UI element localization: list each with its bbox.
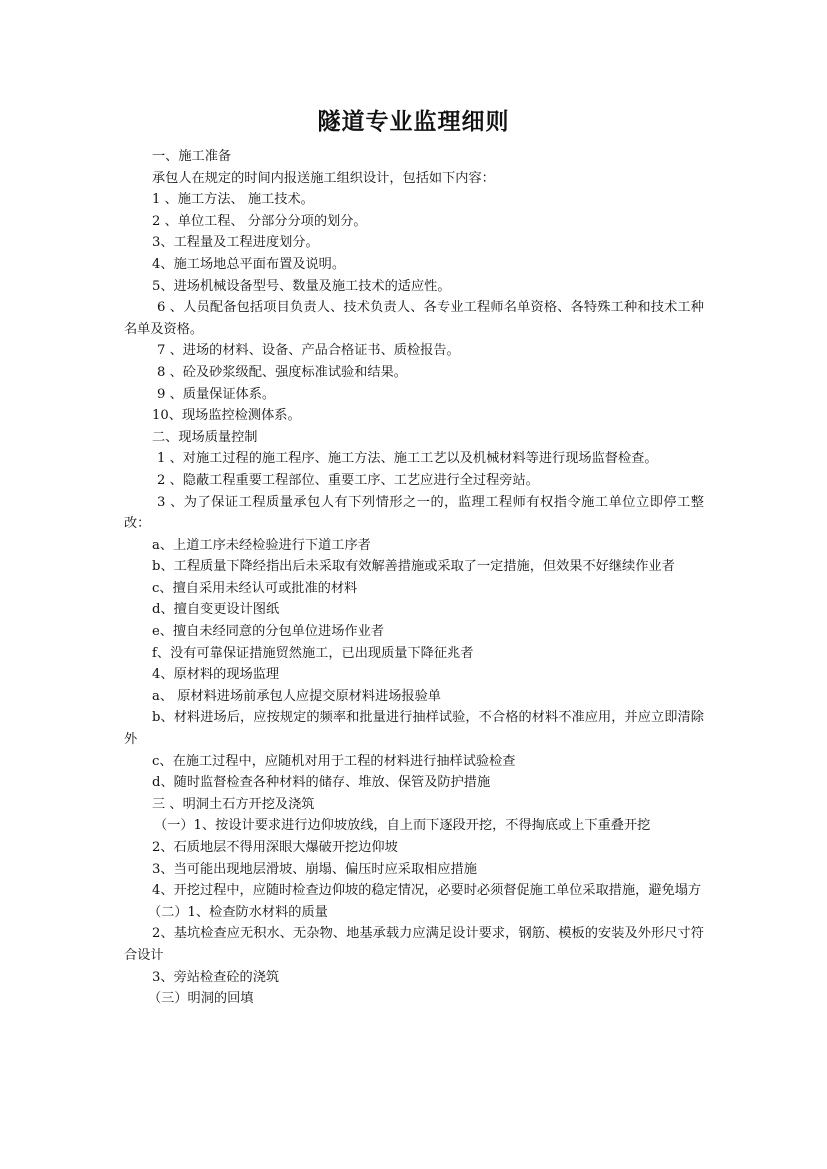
list-item: （三）明洞的回填 [148, 991, 254, 1007]
section-heading: 三 、明洞土石方开挖及浇筑 [152, 796, 315, 812]
paragraph: 承包人在规定的时间内报送施工组织设计，包括如下内容： [152, 170, 495, 186]
list-item: 5、进场机械设备型号、数量及施工技术的适应性。 [152, 278, 451, 294]
list-item: 7 、进场的材料、设备、产品合格证书、质检报告。 [157, 343, 460, 359]
list-item: 3、当可能出现地层滑坡、崩塌、偏压时应采取相应措施 [152, 861, 477, 877]
list-item: 2、基坑检查应无积水、无杂物、地基承载力应满足设计要求，钢筋、模板的安装及外形尺寸符合设计 [124, 926, 704, 963]
section-heading: 一、施工准备 [152, 149, 232, 164]
list-item: 4、施工场地总平面布置及说明。 [152, 256, 346, 272]
list-item: d、随时监督检查各种材料的储存、堆放、保管及防护措施 [152, 775, 491, 791]
list-item: f、没有可靠保证措施贸然施工，已出现质量下降征兆者 [152, 645, 474, 661]
list-item: c、擅自采用未经认可或批准的材料 [152, 580, 358, 596]
list-item: （二）1、检查防水材料的质量 [148, 904, 328, 920]
document-body [124, 146, 704, 1010]
list-item: e、擅自未经同意的分包单位进场作业者 [152, 624, 384, 640]
list-item: a、 原材料进场前承包人应提交原材料进场报验单 [152, 688, 441, 704]
list-item: 1 、对施工过程的施工程序、施工方法、施工工艺以及机械材料等进行现场监督检查。 [157, 451, 658, 467]
list-item: 2 、隐蔽工程重要工程部位、重要工序、工艺应进行全过程旁站。 [157, 472, 539, 488]
list-item: 4、开挖过程中，应随时检查边仰坡的稳定情况，必要时必须督促施工单位采取措施，避免塌方 [152, 883, 702, 899]
list-item: 9 、质量保证体系。 [157, 386, 276, 402]
list-item: b、工程质量下降经指出后未采取有效解善措施或采取了一定措施，但效果不好继续作业者 [152, 559, 675, 575]
list-item: （一）1、按设计要求进行边仰坡放线，自上而下逐段开挖，不得掏底或上下重叠开挖 [154, 818, 651, 834]
list-item: 3、旁站检查砼的浇筑 [152, 969, 280, 985]
list-item: 4、原材料的现场监理 [152, 667, 280, 683]
section-heading: 二、现场质量控制 [152, 429, 258, 445]
list-item: 2、石质地层不得用深眼大爆破开挖边仰坡 [152, 840, 398, 855]
list-item: 2 、单位工程、 分部分分项的划分。 [152, 213, 367, 229]
list-item: a、上道工序未经检验进行下道工序者 [152, 537, 371, 553]
document-title: 隧道专业监理细则 [317, 108, 510, 135]
list-item: 3、工程量及工程进度划分。 [152, 235, 319, 251]
list-item: c、在施工过程中，应随机对用于工程的材料进行抽样试验检查 [152, 753, 516, 769]
list-item: 8 、砼及砂浆级配、强度标准试验和结果。 [157, 364, 407, 380]
list-item: 1 、施工方法、 施工技术。 [152, 192, 314, 208]
list-item: 10、现场监控检测体系。 [152, 408, 301, 424]
list-item: b、材料进场后，应按规定的频率和批量进行抽样试验，不合格的材料不准应用，并应立即清除外 [124, 710, 704, 748]
list-item: 3 、为了保证工程质量承包人有下列情形之一的，监理工程师有权指令施工单位立即停工整改： [124, 494, 704, 532]
list-item: 6 、人员配备包括项目负责人、技术负责人、各专业工程师名单资格、各特殊工种和技术工种名单及资格。 [124, 300, 704, 337]
list-item: d、擅自变更设计图纸 [152, 602, 280, 618]
